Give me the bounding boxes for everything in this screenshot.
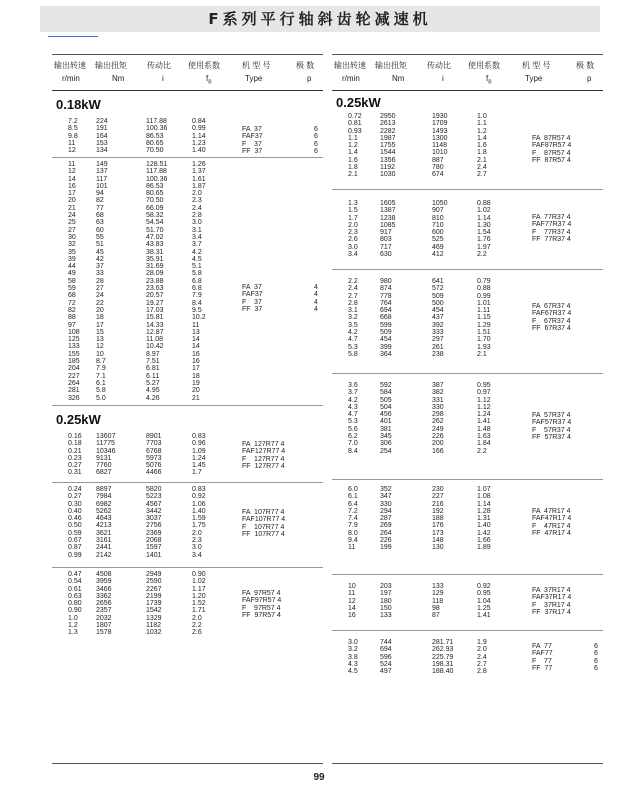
speed-values: 3.0 3.2 3.8 4.3 4.5 [348, 639, 358, 676]
header-model: 机 型 号 [522, 61, 551, 70]
torque-values: 203 197 180 150 133 [380, 583, 392, 620]
pole-values: 4 4 4 4 [314, 284, 318, 313]
speed-values: 0.24 0.27 0.30 0.40 0.46 0.50 0.59 0.67 0.87 0.99 [68, 486, 82, 559]
table-group [332, 269, 603, 373]
power-label: 0.25kW [336, 95, 381, 110]
header-ratio: 传动比 [147, 61, 171, 70]
ratio-values: 5820 5223 4567 3442 3037 2756 2369 2068 1597 1401 [146, 486, 162, 559]
factor-values: 0.95 0.97 1.12 1.12 1.24 1.41 1.48 1.63 1.84 2.2 [477, 382, 491, 455]
unit-torque: Nm [392, 74, 405, 83]
table-group [52, 482, 323, 567]
speed-values: 0.16 0.18 0.21 0.23 0.27 0.31 [68, 433, 82, 477]
speed-values: 1.3 1.5 1.7 2.0 2.3 2.6 3.0 3.4 [348, 200, 358, 259]
ratio-values: 1930 1709 1493 1300 1148 1010 887 780 674 [432, 113, 448, 179]
header-model: 机 型 号 [242, 61, 271, 70]
table-group [52, 115, 323, 157]
table-group [332, 373, 603, 479]
torque-values: 8897 7984 6982 5262 4643 4213 3621 3161 2441 2142 [96, 486, 112, 559]
ratio-values: 387 382 331 330 298 262 249 226 200 166 [432, 382, 444, 455]
unit-model: Type [525, 74, 543, 83]
model-values: FA 37R17 4 FAF37R17 4 F 37R17 4 FF 37R17 4 [532, 587, 572, 616]
model-values: FA 67R37 4 FAF67R37 4 F 67R37 4 FF 67R37 4 [532, 303, 572, 332]
factor-values: 1.0 1.1 1.2 1.4 1.6 1.8 2.1 2.4 2.7 [477, 113, 487, 179]
factor-values: 1.9 2.0 2.4 2.7 2.8 [477, 639, 487, 676]
power-label: 0.25kW [52, 405, 323, 430]
ratio-values: 641 572 509 500 454 437 392 333 297 261 238 [432, 278, 444, 358]
header-torque: 输出扭矩 [375, 61, 407, 70]
left-table [52, 54, 323, 764]
factor-values: 0.92 0.95 1.04 1.25 1.41 [477, 583, 491, 620]
table-group [52, 567, 323, 657]
torque-values: 352 347 330 294 287 269 264 226 199 [380, 486, 392, 552]
table-group [332, 630, 603, 690]
model-values: FA 47R17 4 FAF47R17 4 F 47R17 4 FF 47R17 4 [532, 508, 572, 537]
table-header [52, 55, 323, 91]
factor-values: 0.88 1.02 1.14 1.30 1.54 1.76 1.97 2.2 [477, 200, 491, 259]
torque-values: 2950 2613 2282 1987 1755 1544 1356 1192 1030 [380, 113, 396, 179]
unit-speed: r/min [342, 74, 360, 83]
ratio-values: 8901 7703 6768 5973 5076 4466 [146, 433, 162, 477]
unit-ratio: i [442, 74, 444, 83]
right-table [332, 54, 603, 764]
speed-values: 3.6 3.7 4.2 4.3 4.7 5.3 5.6 6.2 7.0 8.4 [348, 382, 358, 455]
table-group [52, 430, 323, 482]
page-number: 99 [313, 772, 325, 783]
unit-poles: p [587, 74, 592, 83]
header-torque: 输出扭矩 [95, 61, 127, 70]
header-factor: 使用系数 [468, 61, 500, 70]
factor-values: 0.79 0.88 0.99 1.01 1.11 1.15 1.29 1.51 1.70 1.93 2.1 [477, 278, 491, 358]
unit-factor: $f_B$ [206, 74, 212, 86]
table-group [332, 113, 603, 189]
torque-values: 980 874 778 764 694 668 599 509 454 399 364 [380, 278, 392, 358]
header-ratio: 传动比 [427, 61, 451, 70]
speed-values: 2.2 2.4 2.7 2.8 3.1 3.2 3.5 4.2 4.7 5.3 5.8 [348, 278, 358, 358]
factor-values: 1.26 1.37 1.61 1.87 2.0 2.3 2.4 2.8 3.0 3.1 3.4 3.7 4.2 4.5 5.1 5.8 6.8 6.8 7.9 8.4 9.5 10.2 11 13 14 14 16 16 17 18 19 20 21 [192, 161, 206, 402]
ratio-values: 2949 2590 2267 2199 1739 1542 1329 1182 1032 [146, 571, 162, 637]
table-group [332, 574, 603, 630]
torque-values: 1605 1387 1238 1085 917 803 717 630 [380, 200, 396, 259]
model-values: FA 37 FAF37 F 37 FF 37 [242, 284, 263, 313]
torque-values: 224 191 164 153 134 [96, 118, 108, 155]
power-label: 0.18kW [56, 97, 101, 112]
header-factor: 使用系数 [188, 61, 220, 70]
header-speed: 输出转速 [54, 61, 86, 70]
speed-values: 11 12 14 16 17 20 21 24 25 27 30 32 35 39 44 49 58 59 68 72 82 88 97 108 125 133 155 185 204 227 264 281 326 [68, 161, 80, 402]
model-values: FA 87R57 4 FAF87R57 4 F 87R57 4 FF 87R57 4 [532, 135, 572, 164]
accent-line [48, 36, 98, 37]
model-values: FA 57R37 4 FAF57R37 4 F 57R37 4 FF 57R37 4 [532, 412, 572, 441]
header-speed: 输出转速 [334, 61, 366, 70]
model-values: FA 77 FAF77 F 77 FF 77 [532, 643, 553, 672]
model-values: FA 107R77 4 FAF107R77 4 F 107R77 4 FF 107R77 4 [242, 509, 286, 538]
factor-values: 1.07 1.08 1.14 1.28 1.31 1.40 1.42 1.66 1.89 [477, 486, 491, 552]
table-header [332, 55, 603, 91]
factor-values: 0.90 1.02 1.17 1.20 1.52 1.71 2.0 2.2 2.6 [192, 571, 206, 637]
ratio-values: 1050 907 810 710 600 525 469 412 [432, 200, 448, 259]
torque-values: 149 137 117 101 94 82 77 68 63 60 55 51 45 42 37 33 28 27 24 22 20 18 17 15 13 12 10 8.7 7.9 7.1 6.1 5.8 5.0 [96, 161, 108, 402]
unit-poles: p [307, 74, 312, 83]
model-values: FA 77R37 4 FAF77R37 4 F 77R37 4 FF 77R37 4 [532, 214, 572, 243]
ratio-values: 281.71 262.93 225.79 198.31 188.40 [432, 639, 454, 676]
factor-values: 0.84 0.99 1.14 1.23 1.40 [192, 118, 206, 155]
torque-values: 592 584 505 504 456 401 381 345 306 254 [380, 382, 392, 455]
table-group [332, 189, 603, 269]
model-values: FA 127R77 4 FAF127R77 4 F 127R77 4 FF 127R77 4 [242, 441, 286, 470]
factor-values: 0.83 0.96 1.09 1.24 1.45 1.7 [192, 433, 206, 477]
model-values: FA 37 FAF37 F 37 FF 37 [242, 126, 263, 155]
table-group [52, 157, 323, 405]
ratio-values: 128.51 117.88 100.36 86.53 80.65 70.50 66.09 58.32 54.54 51.70 47.02 43.83 38.31 35.91 31.69 28.09 23.88 23.63 20.57 19.27 17.03 15.81 14.33 12.87 11.08 10.42 8.97 7.51 6.81 6.11 5.27 4.95 4.26 [146, 161, 168, 402]
unit-ratio: i [162, 74, 164, 83]
model-values: FA 97R57 4 FAF97R57 4 F 97R57 4 FF 97R57 4 [242, 590, 282, 619]
unit-torque: Nm [112, 74, 125, 83]
speed-values: 0.47 0.54 0.61 0.63 0.80 0.90 1.0 1.2 1.3 [68, 571, 82, 637]
speed-values: 7.2 8.5 9.8 11 12 [68, 118, 78, 155]
unit-factor: $f_B$ [486, 74, 492, 86]
unit-model: Type [245, 74, 263, 83]
speed-values: 0.72 0.81 0.93 1.1 1.2 1.4 1.6 1.8 2.1 [348, 113, 362, 179]
header-poles: 极 数 [576, 61, 595, 70]
pole-values: 6 6 6 6 [594, 643, 598, 672]
factor-values: 0.83 0.92 1.06 1.40 1.59 1.75 2.0 2.3 3.0 3.4 [192, 486, 206, 559]
torque-values: 744 694 596 524 497 [380, 639, 392, 676]
speed-values: 10 11 12 14 16 [348, 583, 356, 620]
torque-values: 4508 3959 3466 3362 2656 2357 2032 1807 1578 [96, 571, 112, 637]
table-group [332, 479, 603, 574]
ratio-values: 230 227 216 192 188 176 173 148 130 [432, 486, 444, 552]
unit-speed: r/min [62, 74, 80, 83]
ratio-values: 133 129 118 98 87 [432, 583, 444, 620]
ratio-values: 117.88 100.36 86.53 80.65 70.50 [146, 118, 168, 155]
torque-values: 13607 11775 10346 9131 7760 6827 [96, 433, 116, 477]
pole-values: 6 6 6 6 [314, 126, 318, 155]
speed-values: 6.0 6.1 6.4 7.2 7.4 7.9 8.0 9.4 11 [348, 486, 358, 552]
page-title: F系列平行轴斜齿轮减速机 [40, 6, 600, 32]
header-poles: 极 数 [296, 61, 315, 70]
